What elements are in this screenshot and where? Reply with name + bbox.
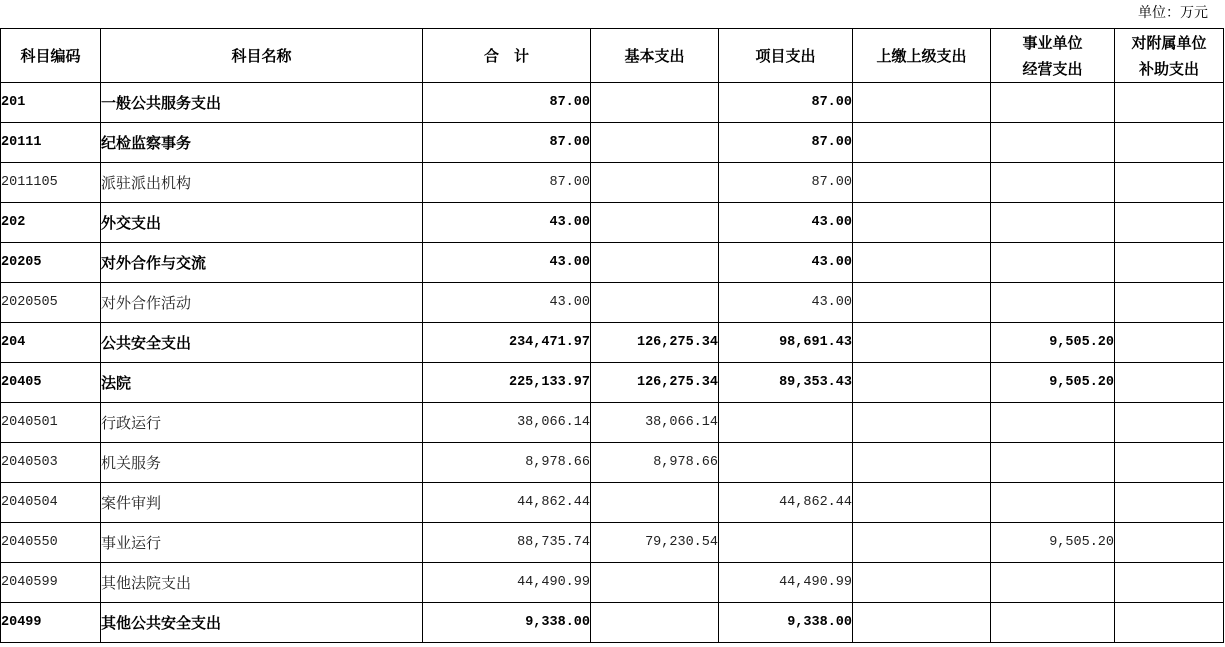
cell-total: 44,490.99	[423, 563, 591, 603]
cell-upper	[853, 163, 991, 203]
cell-subsidy	[1115, 83, 1224, 123]
cell-project	[719, 403, 853, 443]
cell-project: 44,490.99	[719, 563, 853, 603]
cell-total: 234,471.97	[423, 323, 591, 363]
cell-upper	[853, 403, 991, 443]
header-name: 科目名称	[101, 29, 423, 83]
cell-project: 43.00	[719, 203, 853, 243]
cell-project: 9,338.00	[719, 603, 853, 643]
cell-business: 9,505.20	[991, 363, 1115, 403]
cell-upper	[853, 603, 991, 643]
cell-subsidy	[1115, 283, 1224, 323]
table-row	[1, 203, 1224, 243]
cell-business: 9,505.20	[991, 323, 1115, 363]
cell-business	[991, 283, 1115, 323]
cell-basic	[591, 603, 719, 643]
cell-basic	[591, 243, 719, 283]
cell-subsidy	[1115, 123, 1224, 163]
table-row	[1, 403, 1224, 443]
cell-total: 87.00	[423, 123, 591, 163]
cell-business	[991, 83, 1115, 123]
cell-total: 8,978.66	[423, 443, 591, 483]
cell-subsidy	[1115, 243, 1224, 283]
cell-basic: 79,230.54	[591, 523, 719, 563]
cell-project: 44,862.44	[719, 483, 853, 523]
cell-code: 2040501	[1, 403, 101, 443]
cell-upper	[853, 323, 991, 363]
cell-code: 20205	[1, 243, 101, 283]
cell-code: 20405	[1, 363, 101, 403]
cell-subsidy	[1115, 203, 1224, 243]
cell-basic: 126,275.34	[591, 363, 719, 403]
table-row	[1, 523, 1224, 563]
cell-name: 外交支出	[101, 203, 423, 243]
table-row	[1, 563, 1224, 603]
cell-code: 202	[1, 203, 101, 243]
cell-code: 201	[1, 83, 101, 123]
cell-basic	[591, 283, 719, 323]
cell-subsidy	[1115, 443, 1224, 483]
cell-upper	[853, 283, 991, 323]
cell-code: 2011105	[1, 163, 101, 203]
cell-total: 88,735.74	[423, 523, 591, 563]
cell-name: 公共安全支出	[101, 323, 423, 363]
cell-subsidy	[1115, 483, 1224, 523]
cell-name: 其他法院支出	[101, 563, 423, 603]
cell-code: 2040599	[1, 563, 101, 603]
cell-basic: 38,066.14	[591, 403, 719, 443]
cell-name: 其他公共安全支出	[101, 603, 423, 643]
cell-total: 43.00	[423, 283, 591, 323]
header-code: 科目编码	[1, 29, 101, 83]
unit-label: 单位：万元	[1138, 5, 1208, 21]
table-row	[1, 163, 1224, 203]
cell-code: 2040504	[1, 483, 101, 523]
cell-upper	[853, 243, 991, 283]
cell-business	[991, 163, 1115, 203]
cell-subsidy	[1115, 523, 1224, 563]
table-row	[1, 483, 1224, 523]
cell-total: 87.00	[423, 163, 591, 203]
cell-name: 派驻派出机构	[101, 163, 423, 203]
cell-project: 87.00	[719, 163, 853, 203]
cell-name: 纪检监察事务	[101, 123, 423, 163]
cell-total: 87.00	[423, 83, 591, 123]
table-row	[1, 243, 1224, 283]
cell-name: 事业运行	[101, 523, 423, 563]
cell-name: 行政运行	[101, 403, 423, 443]
cell-subsidy	[1115, 363, 1224, 403]
cell-name: 对外合作活动	[101, 283, 423, 323]
table-row	[1, 83, 1224, 123]
cell-total: 43.00	[423, 203, 591, 243]
cell-subsidy	[1115, 403, 1224, 443]
cell-project: 43.00	[719, 283, 853, 323]
table-header-row	[1, 29, 1224, 83]
table-row	[1, 323, 1224, 363]
cell-total: 9,338.00	[423, 603, 591, 643]
cell-subsidy	[1115, 163, 1224, 203]
cell-business	[991, 403, 1115, 443]
cell-name: 对外合作与交流	[101, 243, 423, 283]
cell-subsidy	[1115, 603, 1224, 643]
cell-business: 9,505.20	[991, 523, 1115, 563]
cell-project: 87.00	[719, 83, 853, 123]
cell-basic: 8,978.66	[591, 443, 719, 483]
table-row	[1, 283, 1224, 323]
cell-name: 案件审判	[101, 483, 423, 523]
header-subsidy-line1: 对附属单位	[1131, 33, 1207, 52]
cell-business	[991, 123, 1115, 163]
cell-basic	[591, 203, 719, 243]
cell-business	[991, 603, 1115, 643]
cell-code: 20499	[1, 603, 101, 643]
cell-total: 225,133.97	[423, 363, 591, 403]
cell-upper	[853, 363, 991, 403]
cell-basic: 126,275.34	[591, 323, 719, 363]
cell-business	[991, 443, 1115, 483]
cell-name: 一般公共服务支出	[101, 83, 423, 123]
header-subsidy	[1115, 29, 1224, 83]
cell-basic	[591, 123, 719, 163]
table-row	[1, 123, 1224, 163]
cell-basic	[591, 163, 719, 203]
cell-upper	[853, 123, 991, 163]
cell-code: 2040550	[1, 523, 101, 563]
cell-code: 204	[1, 323, 101, 363]
cell-upper	[853, 83, 991, 123]
header-upper: 上缴上级支出	[853, 29, 991, 83]
cell-project: 98,691.43	[719, 323, 853, 363]
cell-code: 2040503	[1, 443, 101, 483]
cell-business	[991, 563, 1115, 603]
cell-business	[991, 483, 1115, 523]
header-subsidy-line2: 补助支出	[1138, 59, 1199, 78]
cell-business	[991, 203, 1115, 243]
cell-project: 87.00	[719, 123, 853, 163]
cell-code: 20111	[1, 123, 101, 163]
cell-upper	[853, 203, 991, 243]
cell-subsidy	[1115, 563, 1224, 603]
header-business-line1: 事业单位	[1022, 33, 1083, 52]
cell-upper	[853, 443, 991, 483]
cell-upper	[853, 523, 991, 563]
cell-basic	[591, 83, 719, 123]
header-business-line2: 经营支出	[1022, 59, 1083, 78]
cell-basic	[591, 563, 719, 603]
cell-project	[719, 443, 853, 483]
table-row	[1, 443, 1224, 483]
cell-project: 43.00	[719, 243, 853, 283]
cell-project: 89,353.43	[719, 363, 853, 403]
header-total: 合 计	[423, 29, 591, 83]
cell-name: 机关服务	[101, 443, 423, 483]
cell-basic	[591, 483, 719, 523]
cell-upper	[853, 563, 991, 603]
cell-total: 44,862.44	[423, 483, 591, 523]
cell-business	[991, 243, 1115, 283]
cell-project	[719, 523, 853, 563]
cell-code: 2020505	[1, 283, 101, 323]
cell-upper	[853, 483, 991, 523]
header-basic: 基本支出	[591, 29, 719, 83]
header-business	[991, 29, 1115, 83]
header-project: 项目支出	[719, 29, 853, 83]
cell-subsidy	[1115, 323, 1224, 363]
cell-total: 38,066.14	[423, 403, 591, 443]
table-row	[1, 363, 1224, 403]
cell-total: 43.00	[423, 243, 591, 283]
budget-table	[0, 28, 1224, 643]
cell-name: 法院	[101, 363, 423, 403]
table-row	[1, 603, 1224, 643]
